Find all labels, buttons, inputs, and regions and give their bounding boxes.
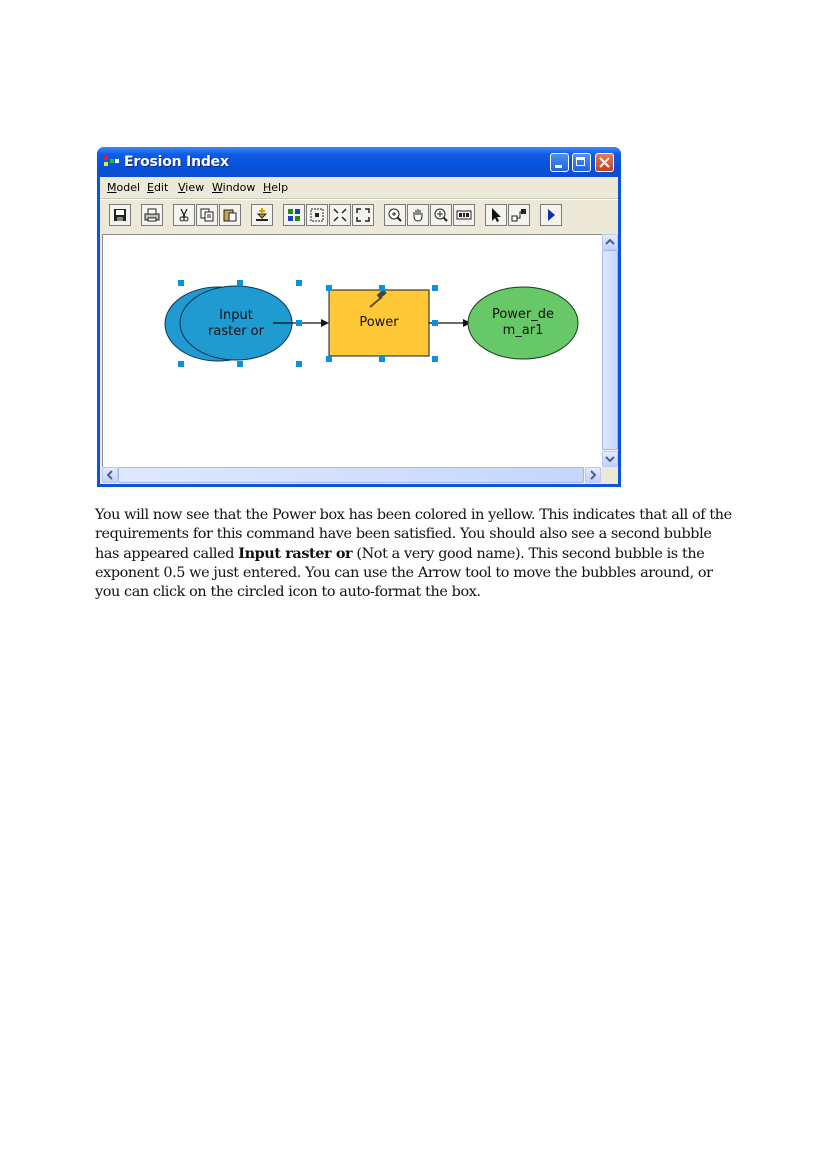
selection-handle[interactable]	[432, 320, 438, 326]
chevron-down-icon	[603, 452, 617, 466]
copy-icon	[199, 207, 215, 223]
horizontal-scrollbar[interactable]	[102, 467, 601, 484]
copy-button[interactable]	[196, 204, 218, 226]
minimize-button[interactable]	[550, 153, 569, 172]
paragraph-text-end: (Not a very good name). This second bubble is the exponent 0.5 we just entered. You can use the Arrow tool to move the bubbles around, or you can click on the circled icon to auto-format the box.	[95, 546, 713, 601]
auto-layout-button[interactable]	[453, 204, 475, 226]
fixed-zoom-out-icon	[355, 207, 371, 223]
connect-icon	[511, 207, 527, 223]
selection-handle[interactable]	[178, 361, 184, 367]
print-button[interactable]	[141, 204, 163, 226]
selection-handle[interactable]	[296, 280, 302, 286]
model-canvas[interactable]	[102, 234, 602, 468]
selection-handle[interactable]	[296, 361, 302, 367]
selection-handle[interactable]	[326, 356, 332, 362]
selection-handle[interactable]	[379, 356, 385, 362]
fixed-zoom-out-button[interactable]	[352, 204, 374, 226]
select-button[interactable]	[485, 204, 507, 226]
vertical-scroll-thumb[interactable]	[602, 250, 618, 450]
model-builder-window	[97, 147, 621, 487]
show-layers-button[interactable]	[283, 204, 305, 226]
save-button[interactable]	[109, 204, 131, 226]
horizontal-scroll-thumb[interactable]	[118, 467, 584, 483]
menu-edit[interactable]: Edit	[147, 181, 169, 194]
input-label-line1: Input	[219, 308, 253, 323]
paste-button[interactable]	[219, 204, 241, 226]
selection-handle[interactable]	[379, 285, 385, 291]
show-layers-icon	[286, 207, 302, 223]
cut-button[interactable]	[173, 204, 195, 226]
menu-model[interactable]: Model	[107, 181, 141, 194]
full-extent-button[interactable]	[306, 204, 328, 226]
select-arrow-icon	[488, 207, 504, 223]
selection-handle[interactable]	[237, 280, 243, 286]
scroll-left-button[interactable]	[102, 467, 118, 483]
vertical-scrollbar[interactable]	[602, 234, 618, 467]
zoom-in-icon	[387, 207, 403, 223]
paragraph-bold-term: Input raster or	[238, 545, 353, 563]
chevron-up-icon	[603, 235, 617, 249]
run-button[interactable]	[540, 204, 562, 226]
run-icon	[543, 207, 559, 223]
chevron-left-icon	[103, 468, 117, 482]
full-extent-icon	[309, 207, 325, 223]
resize-grip[interactable]	[602, 467, 618, 484]
model-diagram	[103, 235, 602, 468]
minimize-icon	[555, 165, 562, 168]
output-label-line2: m_ar1	[502, 323, 544, 338]
maximize-icon	[576, 157, 585, 166]
cut-icon	[176, 207, 192, 223]
selection-handle[interactable]	[326, 285, 332, 291]
selection-handle[interactable]	[237, 361, 243, 367]
scroll-down-button[interactable]	[602, 451, 618, 467]
output-label-line1: Power_de	[491, 307, 555, 322]
pan-icon	[410, 207, 426, 223]
window-client-area	[100, 177, 618, 484]
scroll-right-button[interactable]	[585, 467, 601, 483]
input-label-line2: raster or	[208, 324, 264, 339]
auto-layout-icon	[456, 207, 472, 223]
menu-separator	[100, 198, 618, 200]
power-tool-label: Power	[359, 315, 399, 330]
fixed-zoom-in-button[interactable]	[329, 204, 351, 226]
close-icon	[599, 157, 610, 168]
print-icon	[144, 207, 160, 223]
maximize-button[interactable]	[572, 153, 591, 172]
body-paragraph	[95, 506, 735, 602]
menu-help[interactable]: Help	[263, 181, 289, 194]
window-title: Erosion Index	[124, 154, 229, 170]
save-icon	[112, 207, 128, 223]
selection-handle[interactable]	[178, 280, 184, 286]
selection-handle[interactable]	[432, 285, 438, 291]
input-raster-label	[201, 308, 271, 340]
menu-bar	[100, 177, 618, 197]
output-raster-label	[483, 307, 563, 339]
connect-button[interactable]	[508, 204, 530, 226]
zoom-extent-button[interactable]	[430, 204, 452, 226]
selection-handle[interactable]	[296, 320, 302, 326]
title-bar[interactable]	[97, 147, 621, 177]
selection-handle[interactable]	[432, 356, 438, 362]
scroll-up-button[interactable]	[602, 234, 618, 250]
connector-arrowhead	[321, 319, 329, 327]
menu-view[interactable]: View	[178, 181, 205, 194]
fixed-zoom-in-icon	[332, 207, 348, 223]
menu-window[interactable]: Window	[212, 181, 256, 194]
model-builder-icon	[104, 156, 120, 168]
paragraph-text-start: You will now see that the Power box has been colored in yellow. This indicates that all of the requirements for this command have been satisfied. You should also see a second bubble has appeared called	[95, 507, 732, 563]
zoom-in-button[interactable]	[384, 204, 406, 226]
pan-button[interactable]	[407, 204, 429, 226]
zoom-extent-icon	[433, 207, 449, 223]
close-button[interactable]	[595, 153, 614, 172]
chevron-right-icon	[586, 468, 600, 482]
paste-icon	[222, 207, 238, 223]
add-data-button[interactable]	[251, 204, 273, 226]
add-data-icon	[254, 207, 270, 223]
